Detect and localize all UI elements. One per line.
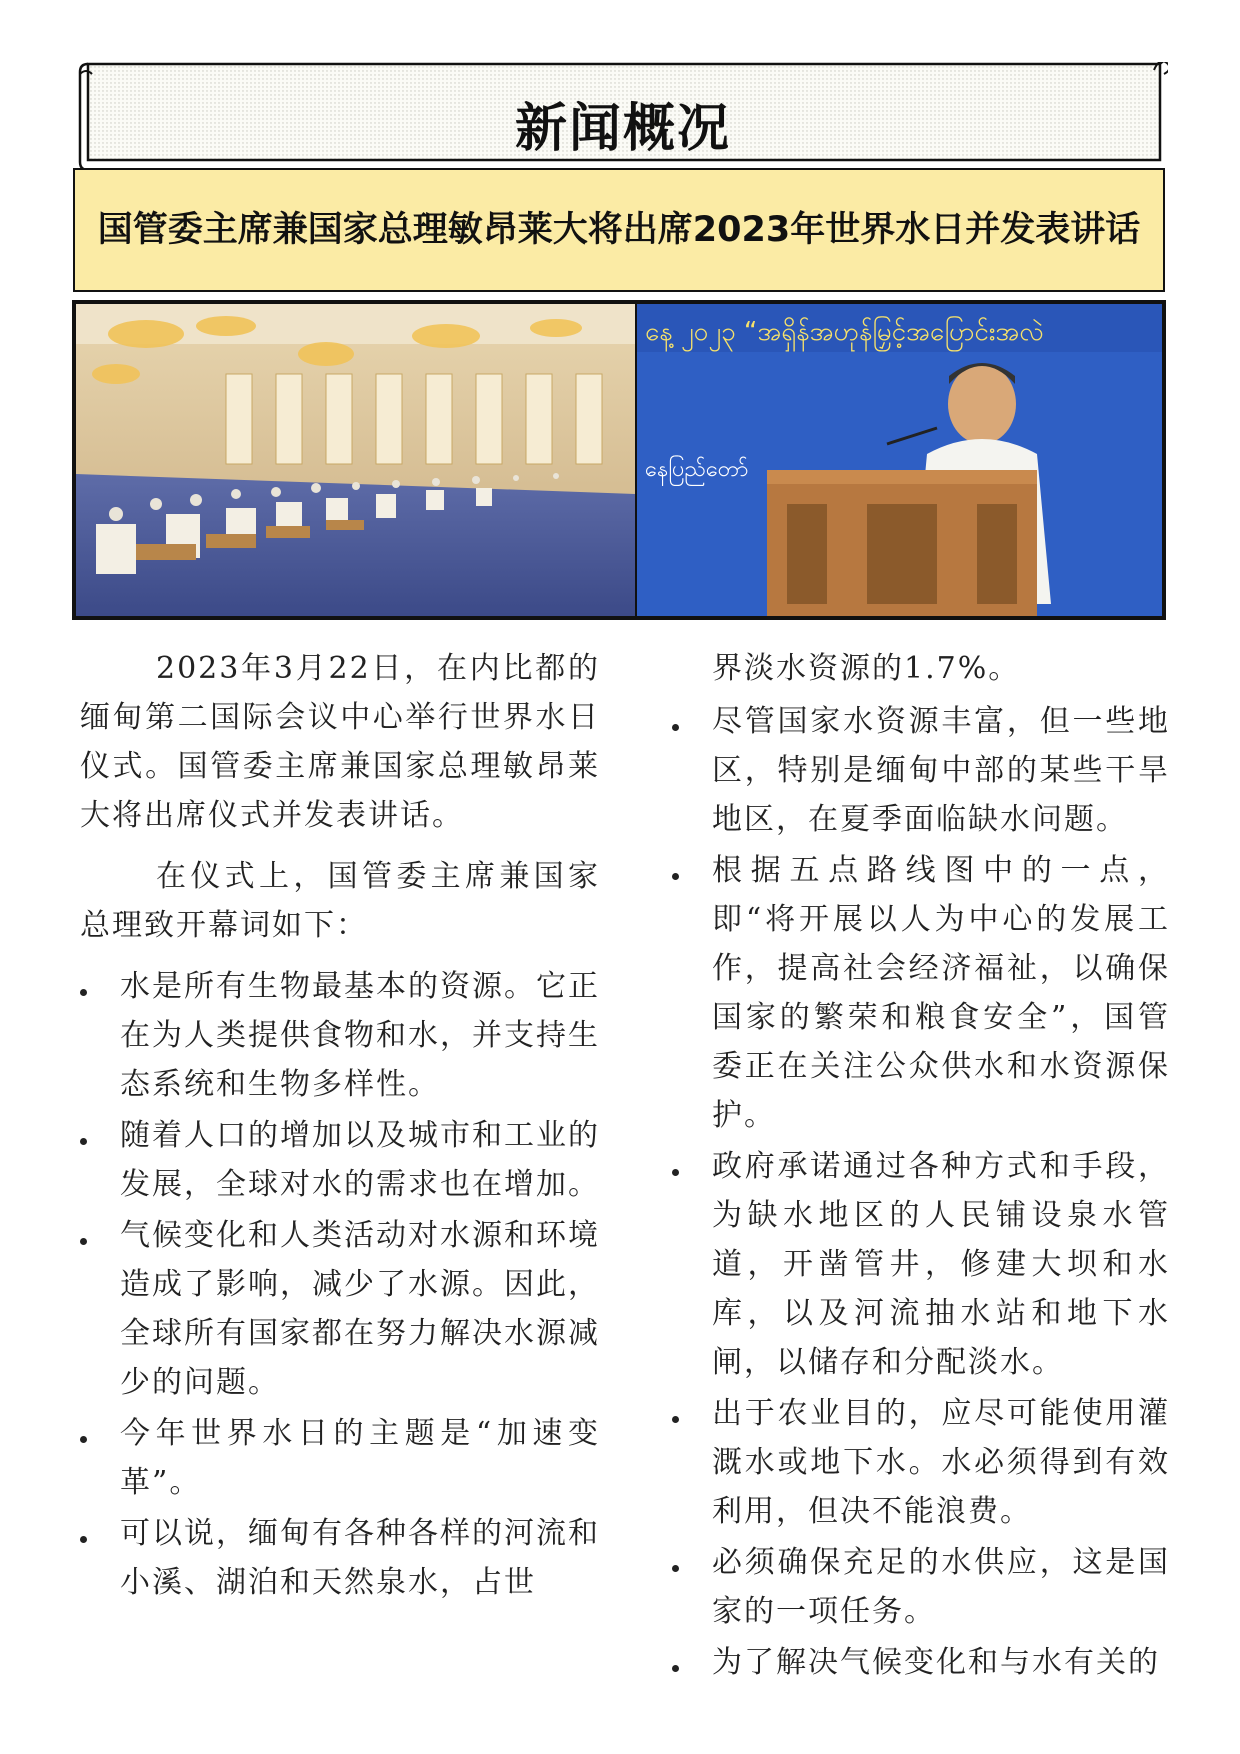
right-column <box>672 644 1170 1689</box>
list-item: 必须确保充足的水供应，这是国家的一项任务。 <box>672 1538 1170 1636</box>
speech-points-list-1 <box>80 962 600 1607</box>
continued-text: 界淡水资源的1.7%。 <box>712 651 1021 686</box>
speaker-podium-photo <box>637 304 1162 616</box>
list-item: 出于农业目的，应尽可能使用灌溉水或地下水。水必须得到有效利用，但决不能浪费。 <box>672 1389 1170 1536</box>
page-title: 新闻概况 <box>514 99 731 159</box>
list-item: 政府承诺通过各种方式和手段，为缺水地区的人民铺设泉水管道，开凿管井，修建大坝和水库，以及河流抽水站和地下水闸，以储存和分配淡水。 <box>672 1142 1170 1387</box>
list-item: 可以说，缅甸有各种各样的河流和小溪、湖泊和天然泉水，占世 <box>80 1509 600 1607</box>
backdrop-text-top: နေ့ ၂၀၂၃ “အရှိန်အဟုန်မြှင့်အပြောင်းအလဲ <box>644 317 1044 347</box>
article-headline <box>73 168 1165 292</box>
intro-paragraph: 2023年3月22日，在内比都的缅甸第二国际会议中心举行世界水日仪式。国管委主席兼国家总理敏昂莱大将出席仪式并发表讲话。 <box>80 651 600 833</box>
photo-strip <box>72 300 1166 620</box>
list-item: 根据五点路线图中的一点，即“将开展以人为中心的发展工作，提高社会经济福祉，以确保国家的繁荣和粮食安全”，国管委正在关注公众供水和水资源保护。 <box>672 846 1170 1140</box>
conference-hall-photo <box>76 304 635 616</box>
speech-points-list-2 <box>672 697 1170 1687</box>
backdrop-text-side: နေပြည်တော် <box>644 457 749 482</box>
list-item: 今年世界水日的主题是“加速变革”。 <box>80 1409 600 1507</box>
headline-text: 国管委主席兼国家总理敏昂莱大将出席2023年世界水日并发表讲话 <box>97 210 1141 250</box>
title-banner <box>78 62 1168 170</box>
list-item: 尽管国家水资源丰富，但一些地区，特别是缅甸中部的某些干旱地区，在夏季面临缺水问题。 <box>672 697 1170 844</box>
list-item: 为了解决气候变化和与水有关的 <box>672 1638 1170 1687</box>
list-item: 随着人口的增加以及城市和工业的发展，全球对水的需求也在增加。 <box>80 1111 600 1209</box>
list-item: 水是所有生物最基本的资源。它正在为人类提供食物和水，并支持生态系统和生物多样性。 <box>80 962 600 1109</box>
left-column <box>80 644 600 1609</box>
list-item: 气候变化和人类活动对水源和环境造成了影响，减少了水源。因此，全球所有国家都在努力解决水源减少的问题。 <box>80 1211 600 1407</box>
speech-intro-paragraph: 在仪式上，国管委主席兼国家总理致开幕词如下： <box>80 859 600 943</box>
